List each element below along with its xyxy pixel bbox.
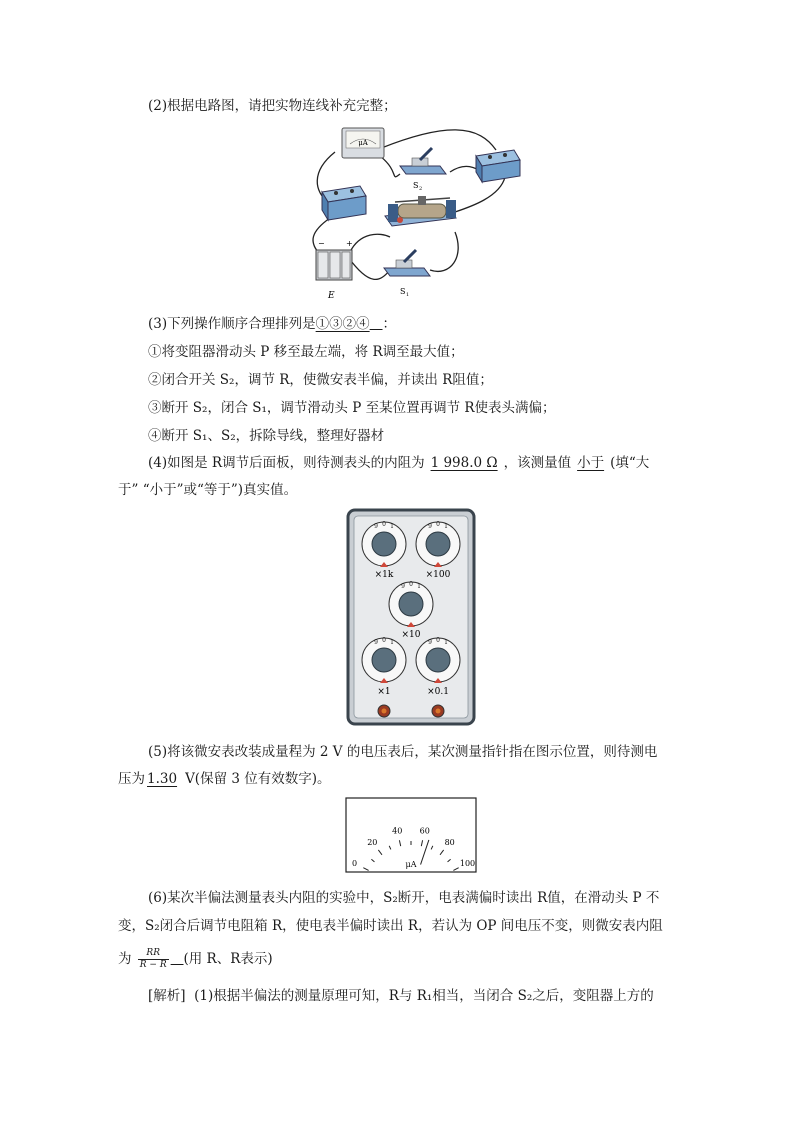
svg-text:0: 0: [409, 581, 413, 588]
wire: [430, 232, 458, 271]
meter-tick-label: 100: [459, 858, 476, 868]
svg-text:−: −: [318, 239, 325, 248]
resistance-box-left: [322, 186, 366, 220]
meter-label: μA: [358, 139, 368, 147]
q3-answer: ①③②④: [315, 316, 370, 332]
resistance-box-panel: [346, 508, 476, 726]
q5-line-1: (5)将该微安表改装成量程为 2 V 的电压表后，某次测量指针指在图示位置，则待测电: [148, 744, 658, 760]
switch-s2: [400, 148, 446, 192]
svg-text:1: 1: [390, 523, 394, 530]
battery-e: [316, 239, 353, 301]
terminal-left: [378, 705, 390, 717]
svg-text:S: S: [413, 181, 419, 190]
q5-stem: 压为 1.30 V(保留 3 位有效数字)。: [118, 771, 331, 787]
rheostat: [385, 196, 456, 226]
meter-tick-label: 40: [392, 826, 403, 836]
svg-text:1: 1: [417, 583, 421, 590]
svg-text:0: 0: [436, 637, 440, 644]
circuit-figure: [300, 122, 530, 304]
svg-text:1: 1: [444, 523, 448, 530]
q6-frac-num: RR: [138, 948, 169, 960]
q6-frac-den: R − R: [139, 960, 167, 970]
q6-answer-line: 为 $\frac{RR}{R - R}$ (用 R、R表示): [118, 948, 273, 970]
svg-text:0: 0: [382, 521, 386, 528]
svg-text:S: S: [400, 287, 406, 296]
resistance-box-right: [476, 150, 520, 182]
q4-stem: (4)如图是 R调节后面板，则待测表头的内阻为 1 998.0 Ω ，该测量值 小于 (填“大: [148, 455, 650, 471]
wire: [380, 156, 400, 177]
svg-text:1: 1: [406, 292, 410, 298]
svg-text:×1: ×1: [377, 687, 391, 697]
q4-answer-1: 1 998.0 Ω: [430, 455, 498, 471]
svg-text:2: 2: [419, 186, 423, 192]
q3-stem: (3)下列操作顺序合理排列是①③②④ ：: [148, 316, 396, 332]
analysis-text: (1)根据半偏法的测量原理可知，R与 R₁相当，当闭合 S₂之后，变阻器上方的: [194, 988, 654, 1004]
svg-text:9: 9: [428, 639, 432, 646]
microammeter: [342, 128, 384, 158]
wire: [455, 177, 505, 212]
svg-text:×1k: ×1k: [374, 570, 394, 580]
switch-s1: [384, 250, 430, 298]
analysis-tag: [解析]: [148, 988, 186, 1004]
svg-text:×0.1: ×0.1: [427, 687, 449, 697]
svg-text:×10: ×10: [401, 630, 421, 640]
meter-tick-label: 80: [444, 838, 455, 848]
meter-unit: μA: [405, 860, 417, 869]
svg-text:0: 0: [436, 521, 440, 528]
q3-step-1: ①将变阻器滑动头 P 移至最左端，将 R调至最大值；: [148, 344, 464, 360]
svg-text:9: 9: [374, 639, 378, 646]
q2-text: (2)根据电路图，请把实物连线补充完整；: [148, 98, 397, 114]
q5-answer: 1.30: [147, 771, 178, 787]
terminal-right: [432, 705, 444, 717]
meter-dial: [345, 797, 477, 873]
svg-text:0: 0: [382, 637, 386, 644]
q6-fraction: [138, 948, 169, 971]
q3-step-2: ②闭合开关 S₂，调节 R，使微安表半偏，并读出 R阻值；: [148, 372, 493, 388]
svg-text:×100: ×100: [425, 570, 451, 580]
meter-tick-label: 60: [419, 826, 430, 836]
meter-tick-label: 0: [351, 858, 358, 868]
q4-line-2: 于” “小于”或“等于”)真实值。: [118, 482, 298, 498]
q3-step-4: ④断开 S₁、S₂，拆除导线，整理好器材: [148, 428, 385, 444]
q6-line-1: (6)某次半偏法测量表头内阻的实验中，S₂断开，电表满偏时读出 R值，在滑动头 P 不: [148, 890, 660, 906]
svg-text:1: 1: [444, 639, 448, 646]
q6-line-2: 变，S₂闭合后调节电阻箱 R，使电表半偏时读出 R，若认为 OP 间电压不变，则微安表内阻: [118, 918, 663, 934]
meter-tick-label: 20: [367, 838, 378, 848]
svg-text:E: E: [328, 291, 335, 301]
svg-text:9: 9: [374, 523, 378, 530]
svg-text:9: 9: [428, 523, 432, 530]
svg-text:9: 9: [401, 583, 405, 590]
wire: [350, 234, 390, 252]
q3-step-3: ③断开 S₂，闭合 S₁，调节滑动头 P 至某位置再调节 R使表头满偏；: [148, 400, 556, 416]
analysis-line: [148, 986, 654, 1006]
svg-text:+: +: [346, 239, 353, 248]
q4-answer-2: 小于: [577, 455, 605, 471]
svg-text:1: 1: [390, 639, 394, 646]
